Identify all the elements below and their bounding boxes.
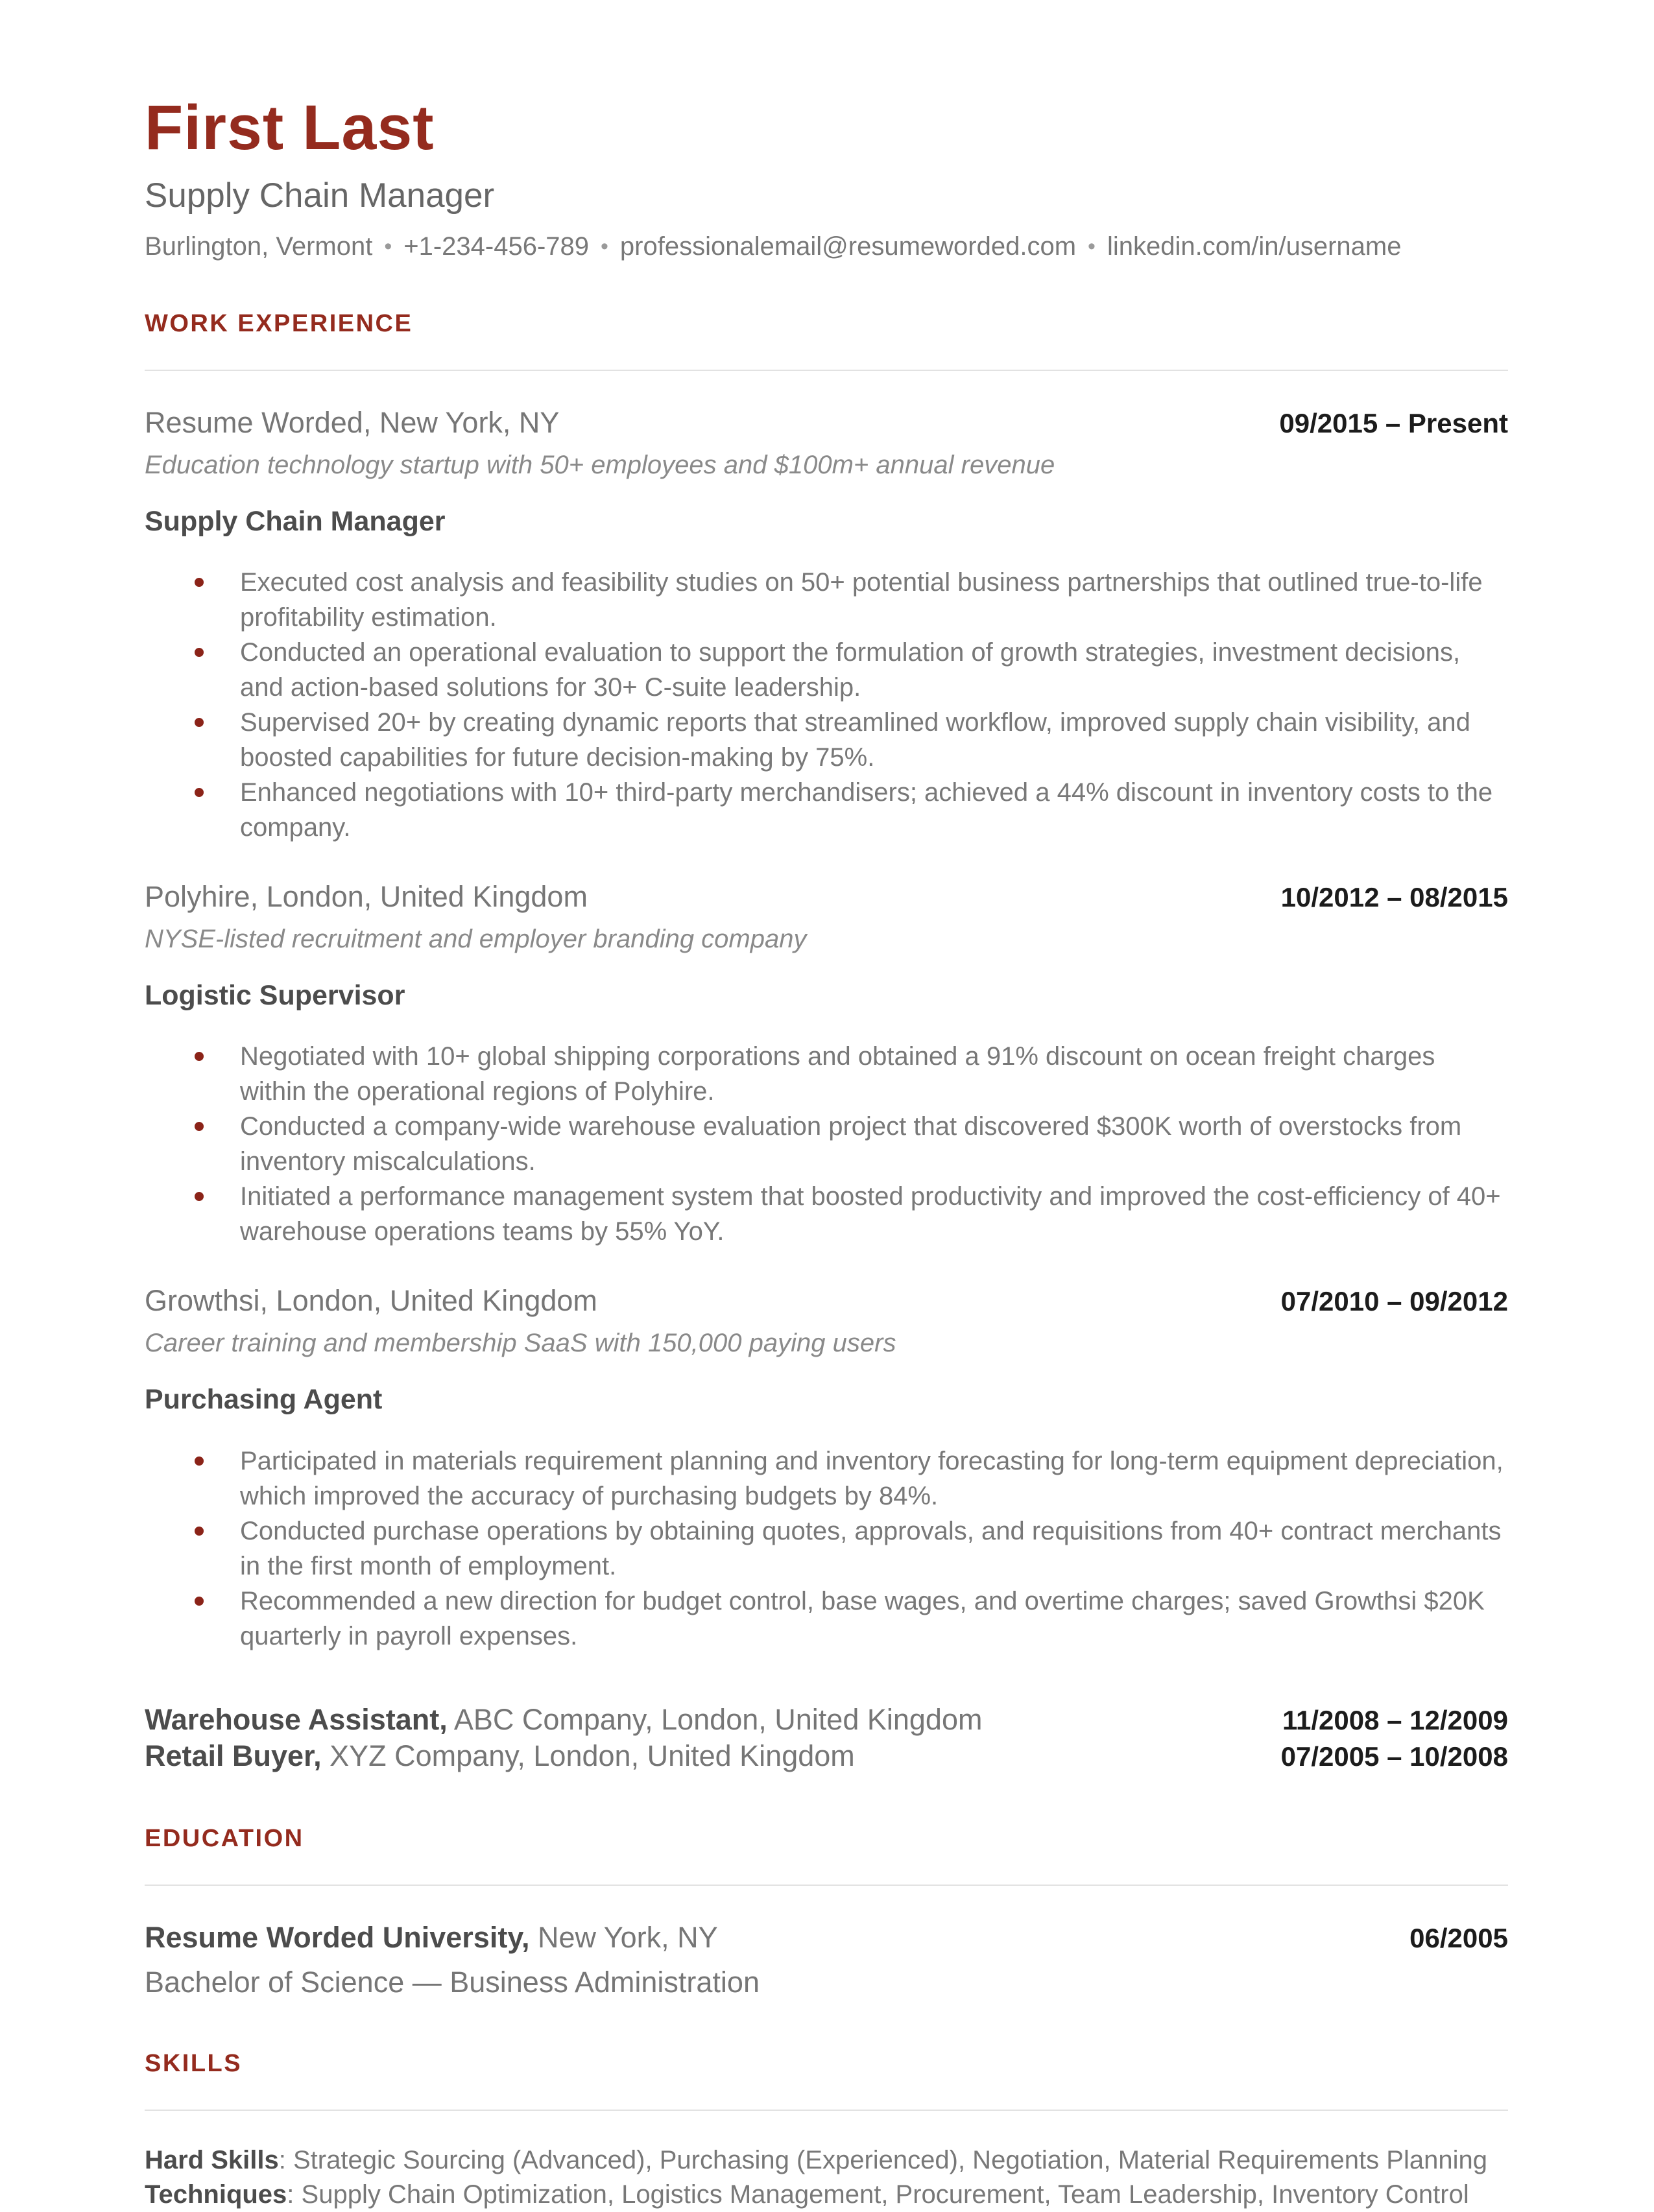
bullet-item: Conducted an operational evaluation to support the formulation of growth strategies, investment decisions, and action-based solutions for 30+ C-suite leadership. (195, 635, 1508, 705)
job-header-row (145, 406, 1508, 440)
dot-separator: • (384, 234, 392, 259)
bullet-item: Negotiated with 10+ global shipping corporations and obtained a 91% discount on ocean freight charges within the operational regions of Polyhire. (195, 1039, 1508, 1109)
degree: Bachelor of Science — Business Administration (145, 1966, 760, 1999)
skill-category-values: : Strategic Sourcing (Advanced), Purchasing (Experienced), Negotiation, Material Requirements Planning (278, 2146, 1487, 2175)
compact-job-title (145, 1738, 855, 1774)
dot-separator: • (601, 234, 608, 259)
compact-role: Warehouse Assistant, (145, 1702, 448, 1736)
contact-location: Burlington, Vermont (145, 232, 373, 261)
resume-header (145, 92, 1508, 261)
skills-heading: SKILLS (145, 2050, 243, 2078)
bullet-item: Conducted a company-wide warehouse evaluation project that discovered $300K worth of overstocks from inventory miscalculations. (195, 1109, 1508, 1179)
bullet-list (145, 1444, 1508, 1654)
school-name-bold: Resume Worded University, (145, 1920, 530, 1954)
role-title: Logistic Supervisor (145, 979, 405, 1011)
skill-line-techniques (145, 2178, 1508, 2212)
compact-job-row (145, 1702, 1508, 1738)
section-divider (145, 1885, 1508, 1886)
compact-company: XYZ Company, London, United Kingdom (321, 1739, 855, 1772)
bullet-item: Recommended a new direction for budget control, base wages, and overtime charges; saved Growthsi $20K quarterly in payroll expenses. (195, 1584, 1508, 1654)
company-description: Education technology startup with 50+ employees and $100m+ annual revenue (145, 450, 1055, 479)
job-dates: 11/2008 – 12/2009 (1282, 1704, 1508, 1735)
contact-line (145, 233, 1508, 259)
bullet-item: Participated in materials requirement planning and inventory forecasting for long-term equipment depreciation, which improved the accuracy of purchasing budgets by 84%. (195, 1444, 1508, 1514)
section-divider (145, 2110, 1508, 2111)
company-name: Polyhire, London, United Kingdom (145, 880, 588, 914)
skill-category-label: Hard Skills (145, 2146, 279, 2175)
skill-line-hard-skills (145, 2143, 1508, 2178)
skill-category-values: : Supply Chain Optimization, Logistics Management, Procurement, Team Leadership, Inventory Control (287, 2180, 1469, 2209)
bullet-item: Initiated a performance management system that boosted productivity and improved the cost-efficiency of 40+ warehouse operations teams by 55% YoY. (195, 1179, 1508, 1249)
job-entry-polyhire (145, 880, 1508, 1249)
company-description: NYSE-listed recruitment and employer branding company (145, 924, 807, 953)
dot-separator: • (1088, 234, 1096, 259)
job-dates: 09/2015 – Present (1279, 408, 1508, 438)
contact-linkedin: linkedin.com/in/username (1107, 232, 1402, 261)
job-entry-growthsi (145, 1284, 1508, 1653)
compact-company: ABC Company, London, United Kingdom (447, 1702, 983, 1736)
work-experience-heading: WORK EXPERIENCE (145, 310, 413, 337)
skills-block (145, 2143, 1508, 2212)
education-header-row (145, 1921, 1508, 1955)
bullet-list (145, 1039, 1508, 1249)
bullet-item: Enhanced negotiations with 10+ third-party merchandisers; achieved a 44% discount in inventory costs to the company. (195, 775, 1508, 845)
job-title: Supply Chain Manager (145, 176, 495, 215)
compact-role: Retail Buyer, (145, 1739, 322, 1772)
job-entry-resume-worded (145, 406, 1508, 845)
school-location: New York, NY (529, 1920, 718, 1954)
company-name: Resume Worded, New York, NY (145, 406, 560, 439)
bullet-item: Supervised 20+ by creating dynamic reports that streamlined workflow, improved supply chain visibility, and boosted capabilities for future decision-making by 75%. (195, 705, 1508, 775)
bullet-item: Conducted purchase operations by obtaining quotes, approvals, and requisitions from 40+ contract merchants in the first month of employment. (195, 1514, 1508, 1584)
job-dates: 10/2012 – 08/2015 (1280, 882, 1508, 913)
bullet-item: Executed cost analysis and feasibility studies on 50+ potential business partnerships that outlined true-to-life profitability estimation. (195, 565, 1508, 635)
job-dates: 07/2005 – 10/2008 (1280, 1741, 1508, 1772)
job-header-row (145, 880, 1508, 914)
section-divider (145, 370, 1508, 371)
role-title: Supply Chain Manager (145, 505, 446, 537)
earlier-roles (145, 1702, 1508, 1774)
education-heading: EDUCATION (145, 1824, 304, 1852)
education-dates: 06/2005 (1409, 1922, 1508, 1953)
job-header-row (145, 1284, 1508, 1318)
section-skills (145, 2051, 1508, 2212)
company-description: Career training and membership SaaS with 150,000 paying users (145, 1329, 896, 1358)
education-entry (145, 1921, 1508, 2000)
company-name: Growthsi, London, United Kingdom (145, 1284, 597, 1318)
school-name (145, 1921, 718, 1955)
contact-phone: +1-234-456-789 (403, 232, 589, 261)
skill-category-label: Techniques (145, 2180, 287, 2209)
section-work-experience (145, 311, 1508, 1774)
person-name: First Last (145, 92, 435, 163)
contact-email: professionalemail@resumeworded.com (619, 232, 1077, 261)
section-education (145, 1826, 1508, 2000)
role-title: Purchasing Agent (145, 1384, 383, 1416)
job-dates: 07/2010 – 09/2012 (1280, 1286, 1508, 1317)
bullet-list (145, 565, 1508, 845)
compact-job-row (145, 1738, 1508, 1774)
compact-job-title (145, 1702, 982, 1738)
